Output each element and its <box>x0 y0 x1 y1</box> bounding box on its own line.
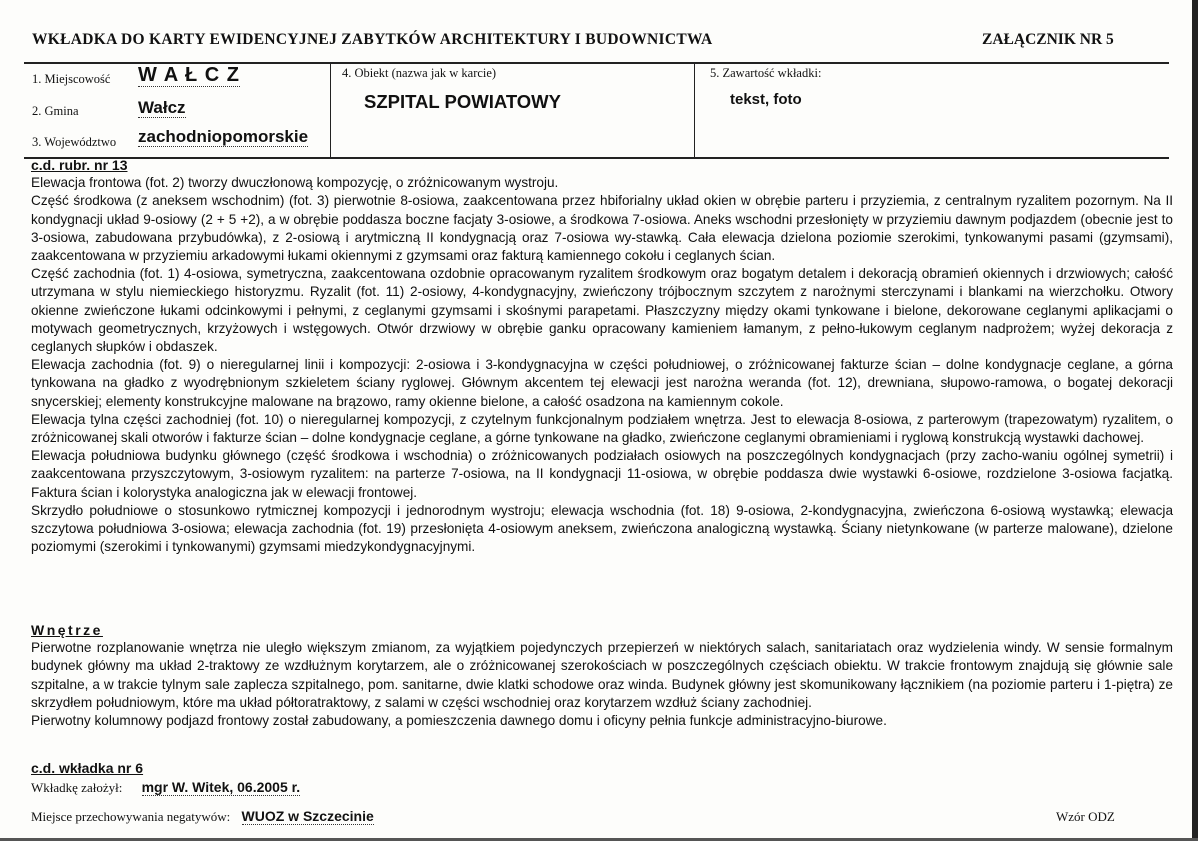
paragraph: Pierwotne rozplanowanie wnętrza nie uległo większym zmianom, za wyjątkiem pojedynczych przepierzeń w niektórych salach, sanitariatach oraz wydzielenia windy. W sensie formalnym budynek główny ma układ 2-traktowy ze wzdłużnym korytarzem, ale o zróżnicowanej szerokościach w poszczególnych częściach obiektu. W trakcie frontowym znajdują się głównie sale szpitalne, a w trakcie tylnym sale zaplecza szpitalnego, pom. sanitarne, dwie klatki schodowe oraz winda. Budynek główny jest skomunikowany łącznikiem (na poziomie parteru i 1-piętra) ze skrzydłem południowym, które ma układ półtoratraktowy, z salami w części wschodniej oraz korytarzem wzdłuż ściany zachodniej. <box>31 640 1173 710</box>
paragraph: Elewacja tylna części zachodniej (fot. 10) o nieregularnej kompozycji, z czytelnym funkcjonalnym podziałem wnętrza. Jest to elewacja 8-osiowa, z parterowym (trapezowatym) ryzalitem, o zróżnicowanej skali otworów i fakturze ścian – dolne kondygnacje ceglane, a górne tynkowane na gładko, zwieńczone ceglanymi obramieniami i ryglową konstrukcją wystawki dachowej. <box>31 411 1173 446</box>
paragraph: Część środkowa (z aneksem wschodnim) (fot. 3) pierwotnie 8-osiowa, zaakcentowana przez hbiforialny układ okien w obrębie parteru i przyziemia, z centralnym ryzalitem pozornym. Na II kondygnacji układ 9-osiowy (2 + 5 +2), a w obrębie poddasza boczne facjaty 3-osiowe, a środkowa 7-osiowa. Aneks wschodni przesłonięty w przyziemiu dawnym podjazdem (obecnie jest to 3-osiowa, zabudowana przybudówka), z 2-osiową i arytmiczną II kondygnacją oraz 7-osiowa wy-stawką. Cała elewacja dzielona poziomie szerokimi, tynkowanymi pasami (gzymsami), zaakcentowana w przyziemiu arkadowymi łukami okiennymi z gzymsami oraz fakturą kamiennego cokołu i ceglanych ścian. <box>31 193 1173 264</box>
commune-value: Wałcz <box>138 98 186 117</box>
paragraph: Elewacja zachodnia (fot. 9) o nieregularnej linii i kompozycji: 2-osiowa i 3-kondygnacyjna w części południowej, o zróżnicowanej fakturze ścian – dolne kondygnacje ceglane, a górna tynkowana na gładko z wyodrębnionym szkieletem ściany ryglowej. Głównym akcentem tej elewacji jest narożna weranda (fot. 12), drewniana, słupowo-ramowa, o bogatej dekoracji snycerskiej; elementy konstrukcyjne malowane na brązowo, ramy okienne bielone, a całość osadzona na kamiennym cokole. <box>31 357 1173 409</box>
locality-label: 1. Miejscowość <box>32 72 111 86</box>
author-label: Wkładkę założył: <box>31 780 123 795</box>
section-elevations <box>31 156 1173 556</box>
voivodeship-label: 3. Województwo <box>32 135 117 149</box>
contents-value: tekst, foto <box>730 91 802 108</box>
section-interior <box>31 621 1173 730</box>
object-label: 4. Obiekt (nazwa jak w karcie) <box>342 66 497 80</box>
form-code: Wzór ODZ <box>1056 809 1115 824</box>
object-value: SZPITAL POWIATOWY <box>364 91 561 112</box>
paragraph: Pierwotny kolumnowy podjazd frontowy został zabudowany, a pomieszczenia dawnego domu i oficyny pełnia funkcje administracyjno-biurowe. <box>31 713 887 729</box>
annex-number: ZAŁĄCZNIK NR 5 <box>982 31 1114 48</box>
document-title: WKŁADKA DO KARTY EWIDENCYJNEJ ZABYTKÓW ARCHITEKTURY I BUDOWNICTWA <box>32 31 713 48</box>
section-heading: Wnętrze <box>31 622 103 638</box>
field-divider <box>694 64 695 157</box>
header-fields-box <box>24 62 1169 159</box>
continued-note: c.d. wkładka nr 6 <box>31 760 144 776</box>
voivodeship-value: zachodniopomorskie <box>138 127 309 146</box>
author-value: mgr W. Witek, 06.2005 r. <box>141 779 301 795</box>
paragraph: Elewacja frontowa (fot. 2) tworzy dwuczłonową kompozycję, o zróżnicowanym wystroju. <box>31 175 559 191</box>
author-line <box>31 779 300 796</box>
field-divider <box>330 64 331 157</box>
storage-line <box>31 808 374 825</box>
contents-label: 5. Zawartość wkładki: <box>710 66 822 80</box>
locality-value: W A Ł C Z <box>138 64 240 86</box>
page-edge-right <box>1192 0 1198 841</box>
storage-value: WUOZ w Szczecinie <box>241 808 374 824</box>
paragraph: Część zachodnia (fot. 1) 4-osiowa, symetryczna, zaakcentowana ozdobnie opracowanym ryzalitem środkowym oraz bogatym detalem i dekoracją obramień okiennych i drzwiowych; całość utrzymana w stylu niemieckiego historyzmu. Ryzalit (fot. 11) 2-osiowy, 4-kondygnacyjny, zwieńczony trójbocznym szczytem z narożnymi sterczynami i blankami na wierzchołku. Otwory okienne zwieńczone łukami odcinkowymi i pełnymi, z ceglanymi gzymsami i skośnymi parapetami. Płaszczyzny między okami tynkowane i bielone, dekorowane ceglanymi aplikacjami o motywach geometrycznych, krzyżowych i wstęgowych. Otwór drzwiowy w obrębie ganku opracowany kamieniem łamanym, z pełno-łukowym ceglanym nadprożem; wyżej dekoracja z ceglanych słupków i obdaszek. <box>31 266 1173 355</box>
section-heading: c.d. rubr. nr 13 <box>31 157 128 173</box>
paragraph: Elewacja południowa budynku głównego (część środkowa i wschodnia) o zróżnicowanych podziałach osiowych na poszczególnych kondygnacjach (przy zacho-waniu ogólnej symetrii) i zaakcentowana przyszczytowym, 3-osiowym ryzalitem: na parterze 7-osiowa, na II kondygnacji 11-osiowa, w obrębie poddasza dwie wystawki 6-osiowe, rozdzielone 3-osiowa facjatką. Faktura ścian i kolorystyka analogiczna jak w elewacji frontowej. <box>31 448 1173 500</box>
commune-label: 2. Gmina <box>32 104 79 118</box>
storage-label: Miejsce przechowywania negatywów: <box>31 809 231 824</box>
paragraph: Skrzydło południowe o stosunkowo rytmicznej kompozycji i jednorodnym wystroju; elewacja wschodnia (fot. 18) 9-osiowa, 2-kondygnacyjna, zwieńczona 6-osiową wystawką; elewacja szczytowa południowa 3-osiowa; elewacja zachodnia (fot. 19) przesłonięta 4-osiowym aneksem, zwieńczona analogiczną wystawką. Ściany nietynkowane (w parterze malowane), dzielone poziomymi (szerokimi i tynkowanymi) gzymsami miedzykondygnacyjnymi. <box>31 502 1173 555</box>
